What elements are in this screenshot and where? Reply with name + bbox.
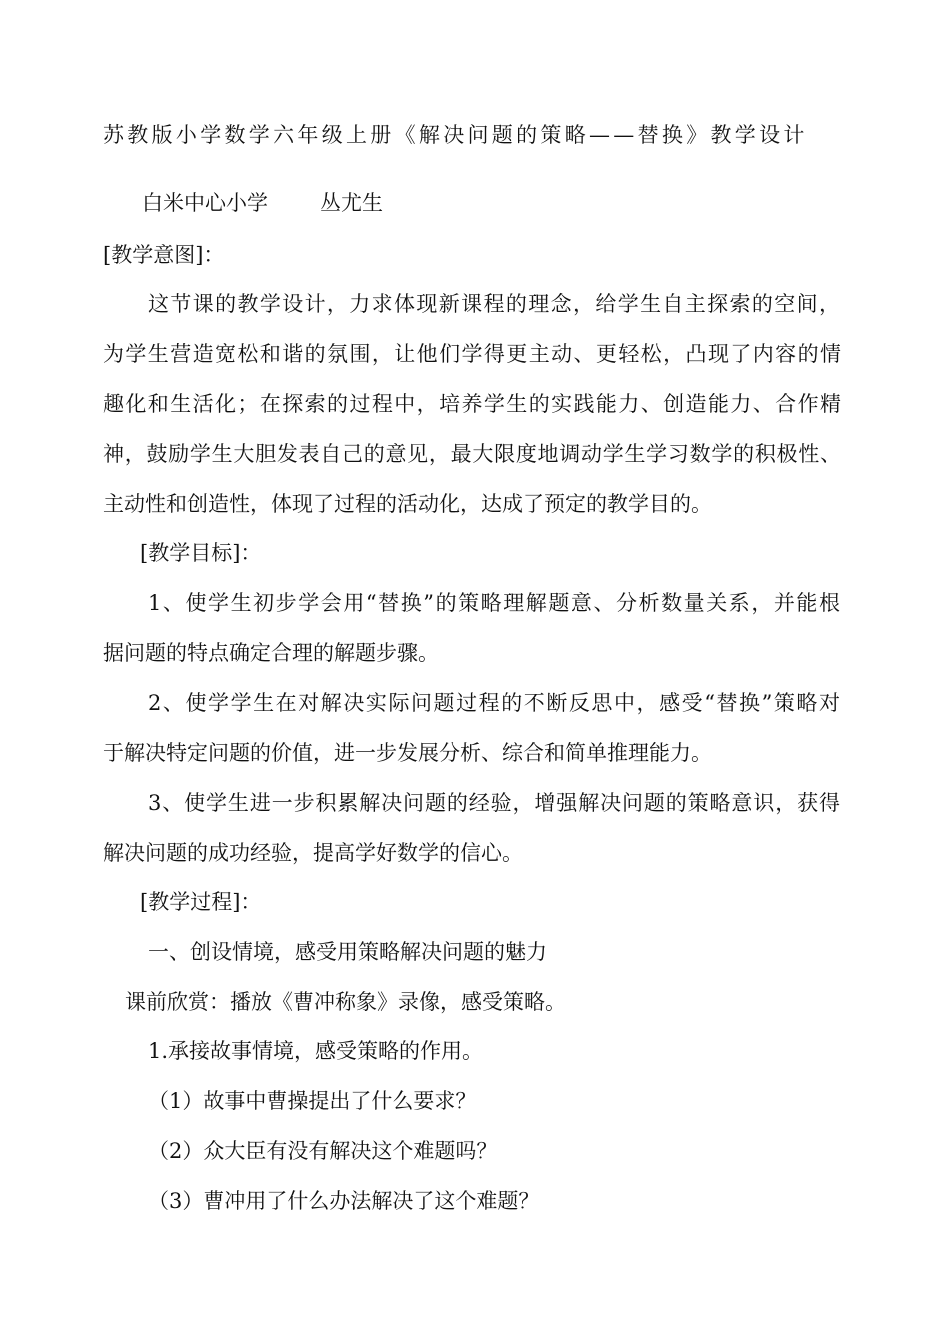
goal-1-line-2: 据问题的特点确定合理的解题步骤。	[103, 641, 439, 665]
intent-line-3: 趣化和生活化；在探索的过程中，培养学生的实践能力、创造能力、合作精	[103, 392, 841, 416]
author-line	[142, 188, 383, 218]
goal-2-line-1: 2、使学学生在对解决实际问题过程的不断反思中，感受“替换”策略对	[148, 691, 840, 715]
process-heading: [教学过程]：	[140, 890, 262, 914]
process-step-1: 1.承接故事情境，感受策略的作用。	[148, 1039, 484, 1063]
process-question-3: （3）曹冲用了什么办法解决了这个难题？	[148, 1189, 540, 1213]
goal-3-line-1: 3、使学生进一步积累解决问题的经验，增强解决问题的策略意识，获得	[148, 791, 840, 815]
intent-line-4: 神，鼓励学生大胆发表自己的意见，最大限度地调动学生学习数学的积极性、	[103, 442, 841, 466]
intent-line-2: 为学生营造宽松和谐的氛围，让他们学得更主动、更轻松，凸现了内容的情	[103, 342, 841, 366]
process-question-2: （2）众大臣有没有解决这个难题吗？	[148, 1139, 498, 1163]
process-preview: 课前欣赏：播放《曹冲称象》录像，感受策略。	[125, 990, 566, 1014]
intent-line-1: 这节课的教学设计，力求体现新课程的理念，给学生自主探索的空间，	[148, 292, 840, 316]
goals-heading: [教学目标]：	[140, 541, 262, 565]
goal-3-line-2: 解决问题的成功经验，提高学好数学的信心。	[103, 841, 523, 865]
author-school: 白米中心小学	[142, 191, 268, 215]
goal-1-line-1: 1、使学生初步学会用“替换”的策略理解题意、分析数量关系，并能根	[148, 591, 840, 615]
document-title: 苏教版小学数学六年级上册《解决问题的策略——替换》教学设计	[103, 123, 808, 147]
intent-heading: [教学意图]：	[103, 243, 225, 267]
intent-line-5: 主动性和创造性，体现了过程的活动化，达成了预定的教学目的。	[103, 492, 712, 516]
process-section-1: 一、创设情境，感受用策略解决问题的魅力	[148, 940, 547, 964]
goal-2-line-2: 于解决特定问题的价值，进一步发展分析、综合和简单推理能力。	[103, 741, 712, 765]
author-name: 丛尤生	[320, 191, 383, 215]
process-question-1: （1）故事中曹操提出了什么要求？	[148, 1089, 477, 1113]
